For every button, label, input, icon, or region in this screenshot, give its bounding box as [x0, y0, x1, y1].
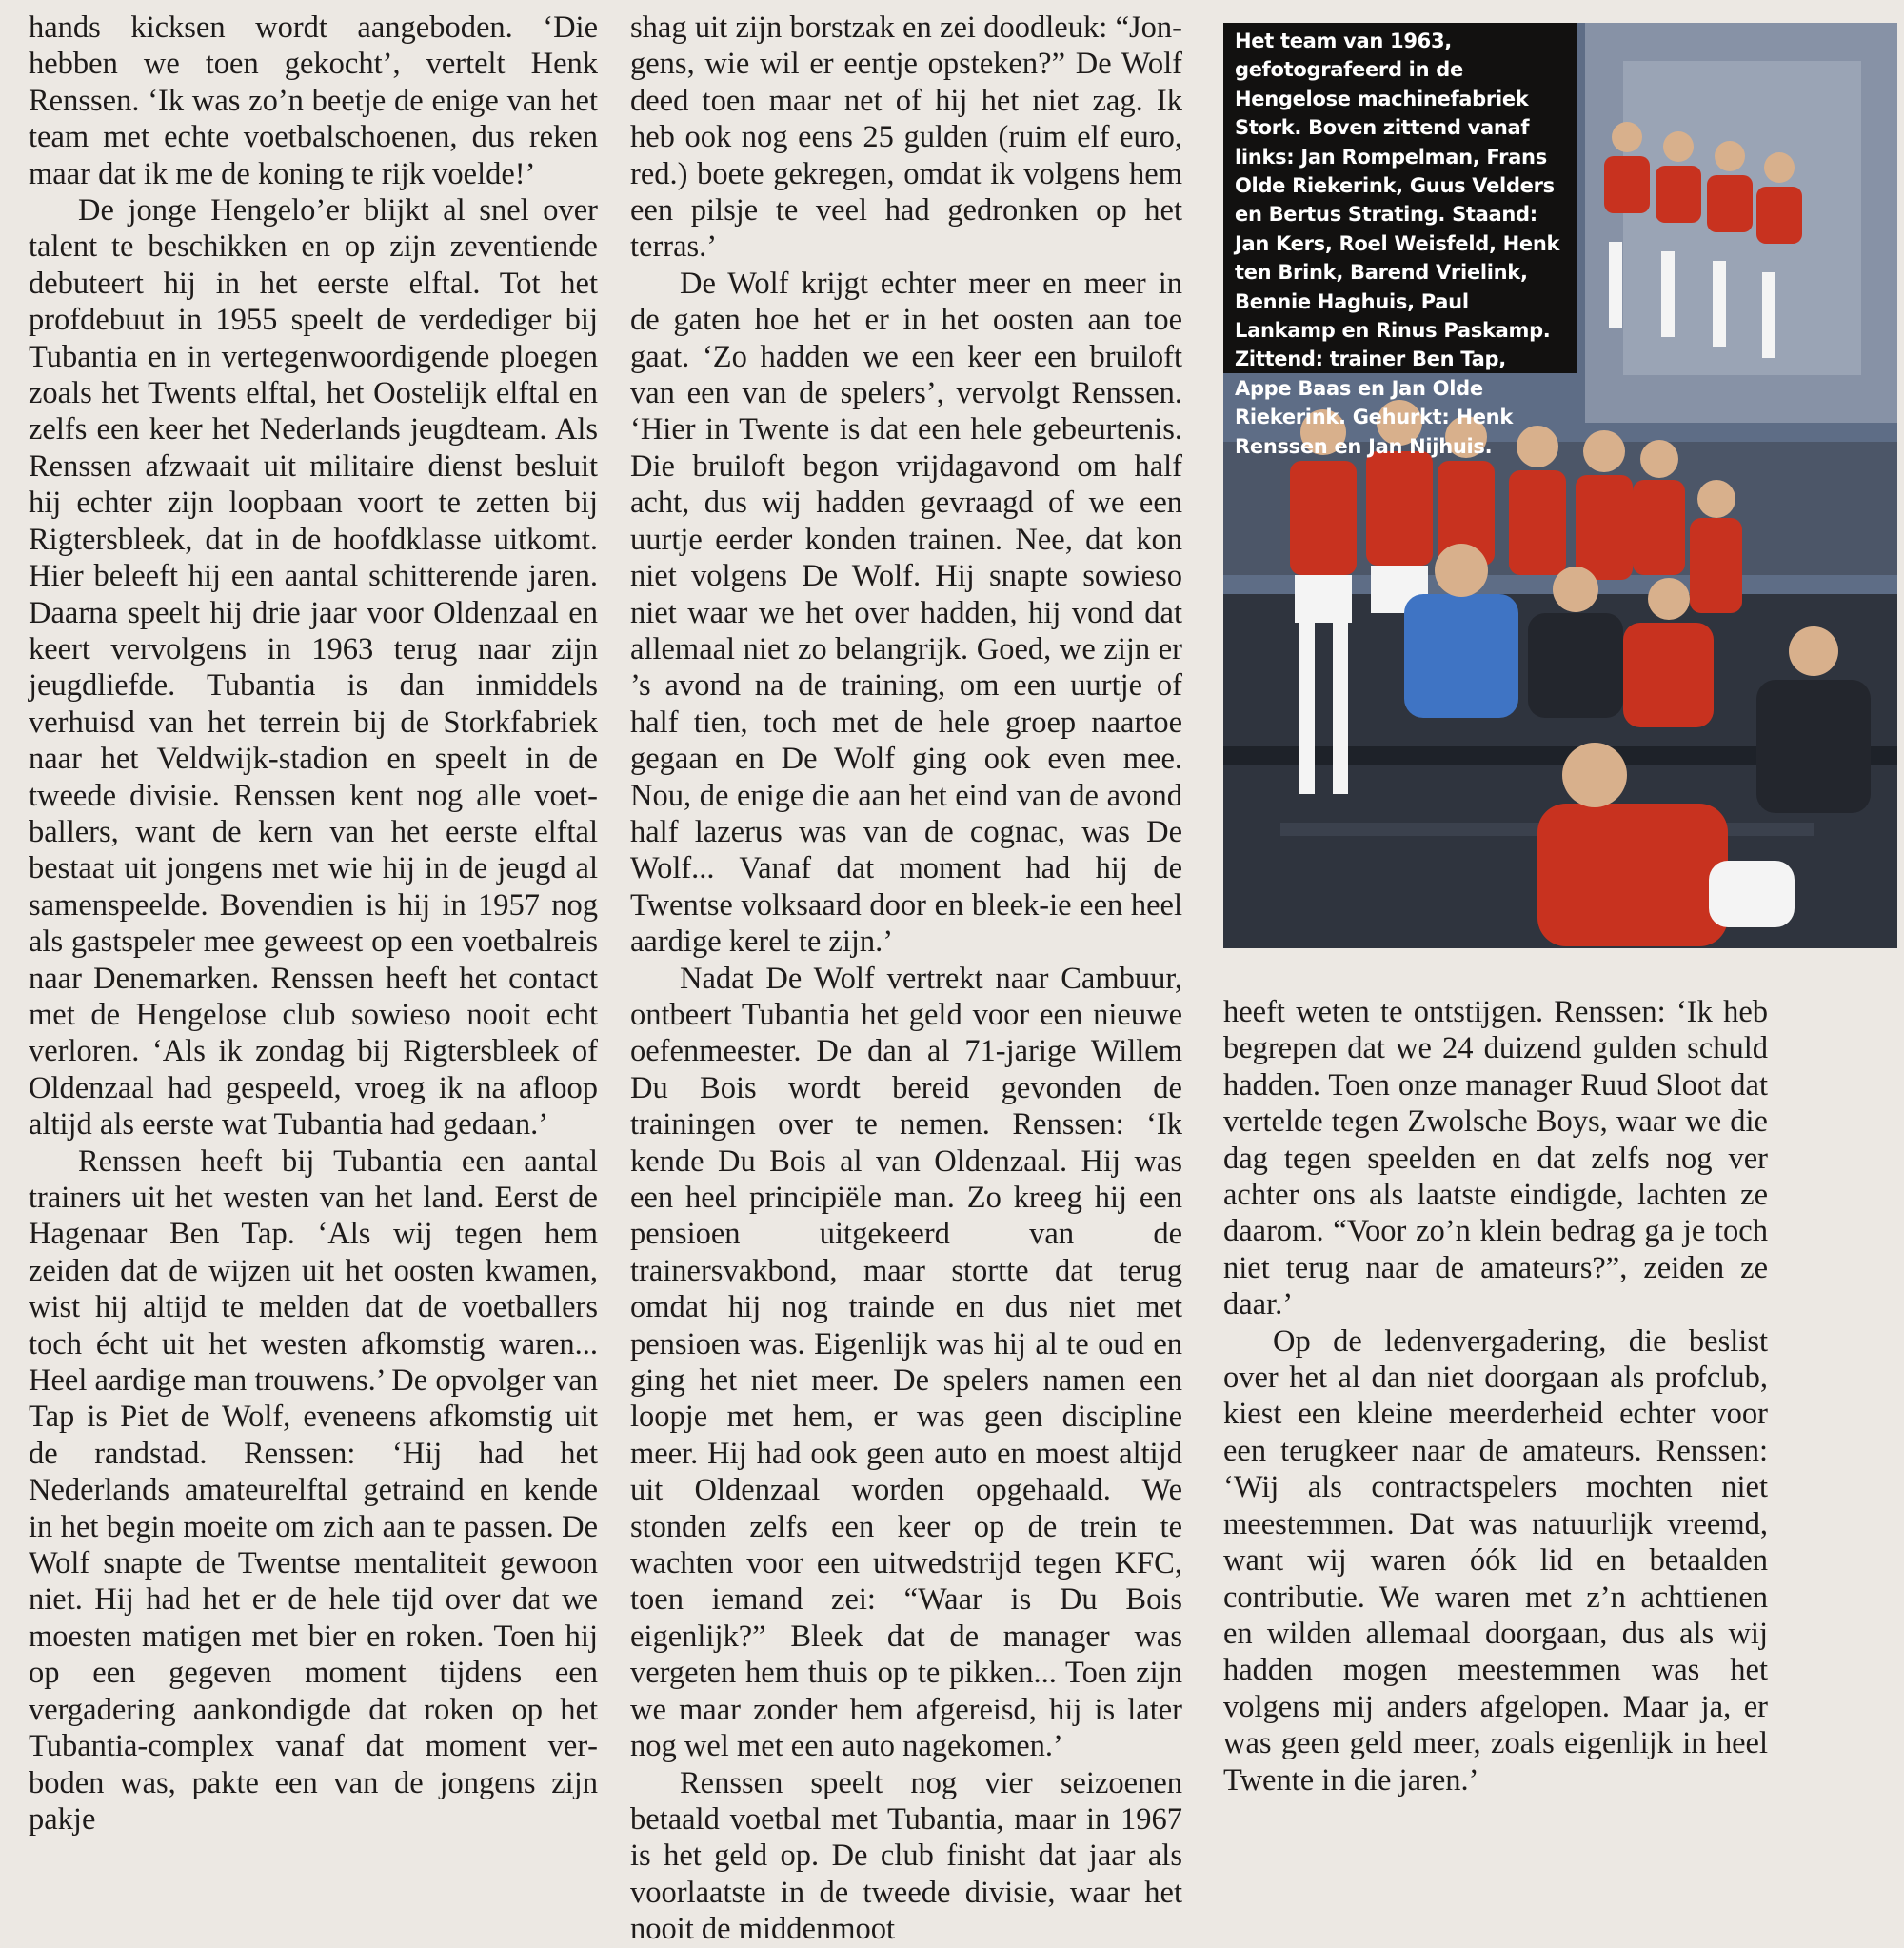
paragraph: shag uit zijn borstzak en zei doodleuk: “Jongens, wie wil er eentje opsteken?” De Wolf deed toen maar net of hij het niet zag. Ik heb ook nog eens 25 gulden (ruim elf euro, red.) boete gekregen, omdat ik volgens hem een pilsje te veel had gedronken op het terras.’ — [630, 10, 1182, 265]
paragraph: Op de ledenvergadering, die beslist over het al dan niet doorgaan als profclub, kiest een kleine meerderheid echter voor een terugkeer naar de amateurs. Renssen: ‘Wij als contractspelers mochten niet meestemmen. Dat was natuurlijk vreemd, want wij waren óók lid en betaalden contributie. We waren met z’n achttienen en wilden allemaal doorgaan, dus als wij hadden mogen meestemmen was het volgens mij anders afgelopen. Maar ja, er was geen geld meer, zoals eigenlijk in heel Twente in die jaren.’ — [1223, 1323, 1768, 1798]
trainer-jacket — [1404, 594, 1518, 718]
paragraph: Renssen heeft bij Tubantia een aantal trainers uit het westen van het land. Eerst de Hagenaar Ben Tap. ‘Als wij tegen hem zeiden dat de wijzen uit het oosten kwamen, wist hij altijd te melden dat de voetballers toch écht uit het westen afkomstig waren... Heel aardige man trouwens.’ De opvolger van Tap is Piet de Wolf, eveneens afkomstig uit de randstad. Renssen: ‘Hij had het Nederlands amateurelftal getraind en kende in het begin moeite om zich aan te passen. De Wolf snapte de Twentse mentaliteit gewoon niet. Hij had het er de hele tijd over dat we moesten matigen met bier en roken. Toen hij op een gegeven moment tijdens een vergadering aankondigde dat roken op het Tubantia-complex vanaf dat moment verboden was, pakte een van de jongens zijn pakje — [29, 1143, 598, 1837]
paragraph: De jonge Hengelo’er blijkt al snel over talent te beschikken en op zijn zeventiende debuteert hij in het eerste elftal. Tot het profdebuut in 1955 speelt de verdediger bij Tubantia en in vertegenwoordigende ploegen zoals het Twents elftal, het Oostelijk elftal en zelfs een keer het Nederlands jeugdteam. Als Renssen afzwaait uit militaire dienst besluit hij echter zijn loopbaan voort te zetten bij Rigtersbleek, dat in de hoofdklasse uitkomt. Hier beleeft hij een aantal schitterende jaren. Daarna speelt hij drie jaar voor Oldenzaal en keert vervolgens in 1963 terug naar zijn jeugdliefde. Tubantia is dan inmiddels verhuisd van het terrein bij de Storkfabriek naar het Veldwijk-stadion en speelt in de tweede divisie. Renssen kent nog alle voetballers, want de kern van het eerste elftal bestaat uit jongens met wie hij in de jeugd al samenspeelde. Bovendien is hij in 1957 nog als gastspeler mee geweest op een voetbalreis naar Denemarken. Renssen heeft het contact met de Hengelose club sowieso nooit echt verloren. ‘Als ik zondag bij Rigtersbleek of Oldenzaal had gespeeld, vroeg ik na afloop altijd als eerste wat Tubantia had gedaan.’ — [29, 193, 598, 1143]
paragraph: hands kicksen wordt aangeboden. ‘Die hebben we toen gekocht’, vertelt Henk Renssen. ‘Ik was zo’n beetje de enige van het team met echte voetbalschoenen, dus reken maar dat ik me de koning te rijk voelde!’ — [29, 10, 598, 191]
paragraph: Nadat De Wolf vertrekt naar Cambuur, ontbeert Tubantia het geld voor een nieuwe oefenmeester. De dan al 71-jarige Willem Du Bois wordt bereid gevonden de trainingen over te nemen. Renssen: ‘Ik kende Du Bois al van Oldenzaal. Hij was een heel principiële man. Zo kreeg hij een pensioen uitgekeerd van de trainersvakbond, maar stortte dat terug omdat hij nog trainde en dus niet met pensioen was. Eigenlijk was hij al te oud en ging het niet meer. De spelers namen een loopje met hem, er was geen discipline meer. Hij had ook geen auto en moest altijd uit Oldenzaal worden opgehaald. We stonden zelfs een keer op de trein te wachten voor een uitwedstrijd tegen KFC, toen iemand zei: “Waar is Du Bois eigenlijk?” Bleek dat de manager was vergeten hem thuis op te pikken... Toen zijn we maar zonder hem afgereisd, hij is later nog wel met een auto nagekomen.’ — [630, 961, 1182, 1764]
text-column-3 — [1223, 994, 1768, 1799]
photo-caption: Het team van 1963, gefotografeerd in de Hengelose machinefabriek Stork. Boven zittend vanaf links: Jan Rompelman, Frans Olde Riekerink, Guus Velders en Bertus Strating. Staand: Jan Kers, Roel Weisfeld, Henk ten Brink, Barend Vrielink, Bennie Haghuis, Paul Lankamp en Rinus Paskamp. Zittend: trainer Ben Tap, Appe Baas en Jan Olde Riekerink. Gehurkt: Henk Renssen en Jan Nijhuis. — [1223, 23, 1577, 373]
paragraph: heeft weten te ontstijgen. Renssen: ‘Ik heb begrepen dat we 24 duizend gulden schuld hadden. Toen onze manager Ruud Sloot dat vertelde tegen Zwolsche Boys, waar we die dag tegen speelden en dat zelfs nog ver achter ons als laatste eindigde, lachten ze daarom. “Voor zo’n klein bedrag ga je toch niet terug naar de amateurs?”, zeiden ze daar.’ — [1223, 995, 1768, 1322]
paragraph: Renssen speelt nog vier seizoenen betaald voetbal met Tubantia, maar in 1967 is het geld op. De club finisht dat jaar als voorlaatste in de tweede divisie, waar het nooit de middenmoot — [630, 1765, 1182, 1947]
team-photo — [1223, 23, 1897, 948]
text-column-2 — [630, 10, 1182, 1948]
text-column-1 — [29, 10, 598, 1838]
paragraph: De Wolf krijgt echter meer en meer in de gaten hoe het er in het oosten aan toe gaat. ‘Zo hadden we een keer een bruiloft van een van de spelers’, vervolgt Renssen. ‘Hier in Twente is dat een hele gebeurtenis. Die bruiloft begon vrijdagavond om half acht, dus wij hadden gevraagd of we een uurtje eerder konden trainen. Nee, dat kon niet volgens De Wolf. Hij snapte sowieso niet waar we het over hadden, hij vond dat allemaal niet zo belangrijk. Goed, we zijn er ’s avond na de training, om een uurtje of half tien, toch met de hele groep naartoe gegaan en De Wolf ging ook even mee. Nou, de enige die aan het eind van de avond half lazerus was van de cognac, was De Wolf... Vanaf dat moment had hij de Twentse volksaard door en bleek-ie een heel aardige kerel te zijn.’ — [630, 266, 1182, 960]
